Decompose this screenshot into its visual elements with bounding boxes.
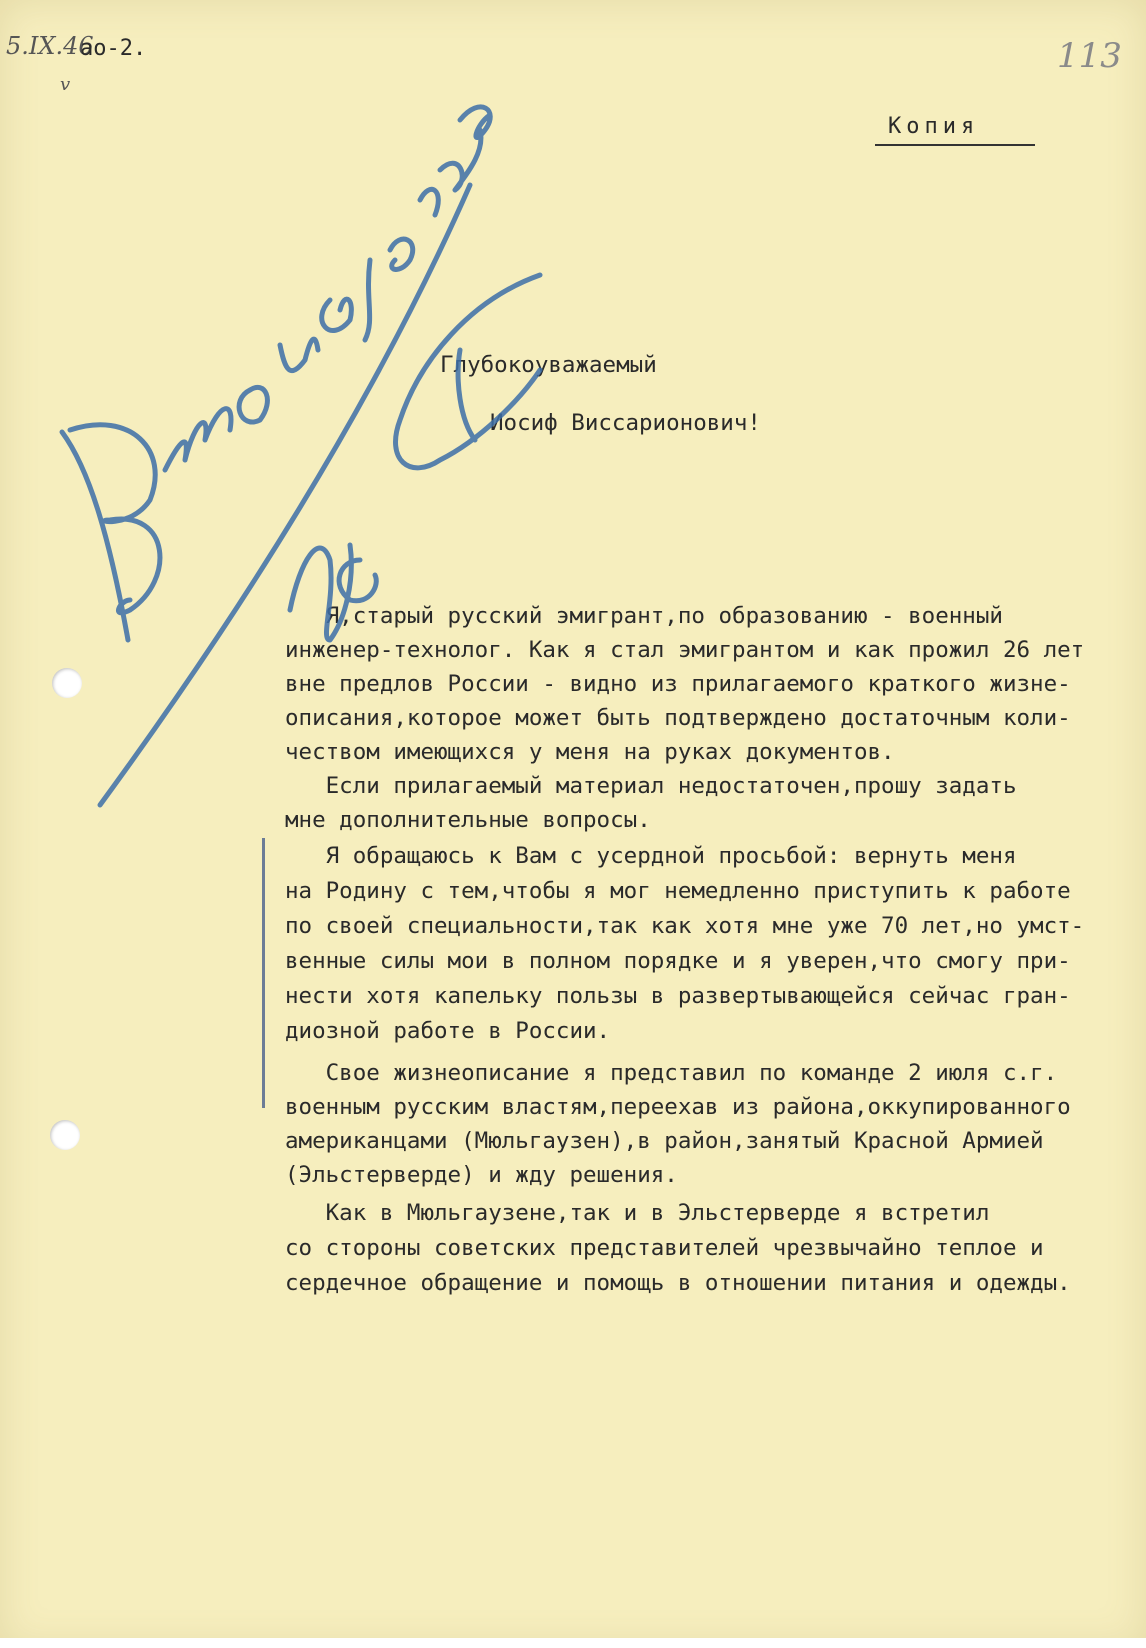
body-line: чеством имеющихся у меня на руках документов. [285,739,895,765]
salutation-line-1: Глубокоуважаемый [440,352,657,378]
body-line: военным русским властям,переехав из района,оккупированного [285,1094,1071,1120]
body-line: описания,которое может быть подтверждено достаточным коли- [285,705,1071,731]
scan-bottom-edge [0,1638,1146,1648]
page-number: 113 [1057,36,1122,76]
body-line: мне дополнительные вопросы. [285,807,651,833]
body-line: Я обращаюсь к Вам с усердной просьбой: вернуть меня [285,843,1017,869]
body-line: диозной работе в России. [285,1018,611,1044]
body-line: на Родину с тем,чтобы я мог немедленно приступить к работе [285,878,1071,904]
body-line: сердечное обращение и помощь в отношении питания и одежды. [285,1270,1071,1296]
body-line: Я,старый русский эмигрант,по образованию - военный [285,603,1003,629]
body-line: Свое жизнеописание я представил по команде 2 июля с.г. [285,1060,1058,1086]
body-line: вне предлов России - видно из прилагаемого краткого жизне- [285,671,1071,697]
body-line: Как в Мюльгаузене,так и в Эльстерверде я встретил [285,1200,990,1226]
reference-code: ао-2. [80,36,147,61]
body-line: нести хотя капельку пользы в развертывающейся сейчас гран- [285,983,1071,1009]
body-line: венные силы мои в полном порядке и я уверен,что смогу при- [285,948,1071,974]
body-line: Если прилагаемый материал недостаточен,прошу задать [285,773,1017,799]
date-annotation: 5.IX.46 [6,32,94,60]
copy-label: Копия [888,114,980,139]
salutation-line-2: Иосиф Виссарионович! [490,410,761,436]
check-mark: v [60,74,71,95]
body-line: со стороны советских представителей чрезвычайно теплое и [285,1235,1044,1261]
body-line: по своей специальности,так как хотя мне уже 70 лет,но умст- [285,913,1085,939]
body-line: (Эльстерверде) и жду решения. [285,1162,678,1188]
body-line: американцами (Мюльгаузен),в район,занятый Красной Армией [285,1128,1044,1154]
body-line: инженер-технолог. Как я стал эмигрантом и как прожил 26 лет [285,637,1085,663]
